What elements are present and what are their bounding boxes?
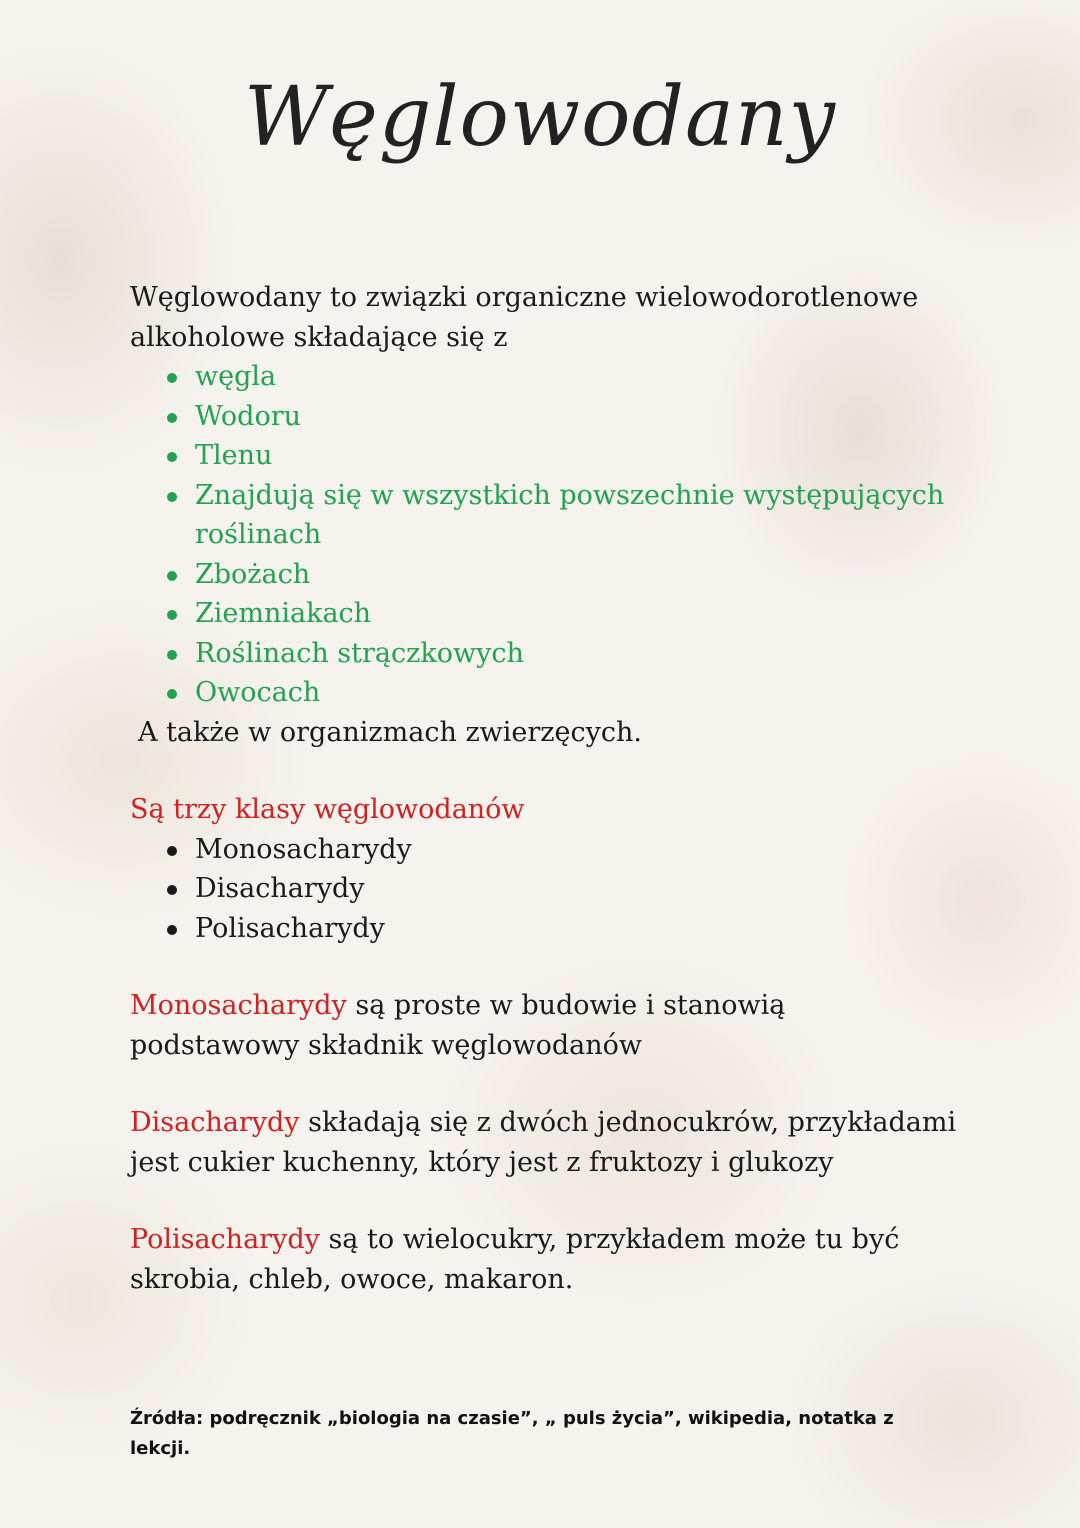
document-body [130,278,960,1299]
list-item: Monosacharydy [195,830,960,870]
definition-text: są to wielocukry, przykładem może tu być skrobia, chleb, owoce, makaron. [130,1224,900,1295]
classes-heading: Są trzy klasy węglowodanów [130,794,525,825]
list-item: Znajdują się w wszystkich powszechnie występujących roślinach [195,476,960,555]
classes-list [130,830,960,949]
page-title: Węglowodany [244,70,836,165]
definition-text: są proste w budowie i stanowią podstawowy składnik węglowodanów [130,990,786,1061]
sources-note: Źródła: podręcznik „biologia na czasie”, „ puls życia”, wikipedia, notatka z lekcji. [130,1408,894,1459]
list-item: Ziemniakach [195,594,960,634]
definition-monosacharydy [130,986,960,1065]
list-item: Polisacharydy [195,909,960,949]
definition-text: składają się z dwóch jednocukrów, przykładami jest cukier kuchenny, który jest z fruktozy i glukozy [130,1107,957,1178]
definition-term: Polisacharydy [130,1224,320,1255]
intro-paragraph: Węglowodany to związki organiczne wielowodorotlenowe alkoholowe składające się z [130,282,919,353]
list-item: Disacharydy [195,869,960,909]
intro-closing: A także w organizmach zwierzęcych. [138,716,642,748]
composition-list [130,357,960,713]
definition-term: Monosacharydy [130,990,347,1021]
list-item: Owocach [195,673,960,713]
list-item: Tlenu [195,436,960,476]
list-item: Roślinach strączkowych [195,634,960,674]
list-item: Zbożach [195,555,960,595]
list-item: Wodoru [195,397,960,437]
list-item: węgla [195,357,960,397]
definition-disacharydy [130,1103,960,1182]
definition-term: Disacharydy [130,1107,300,1138]
definition-polisacharydy [130,1220,960,1299]
